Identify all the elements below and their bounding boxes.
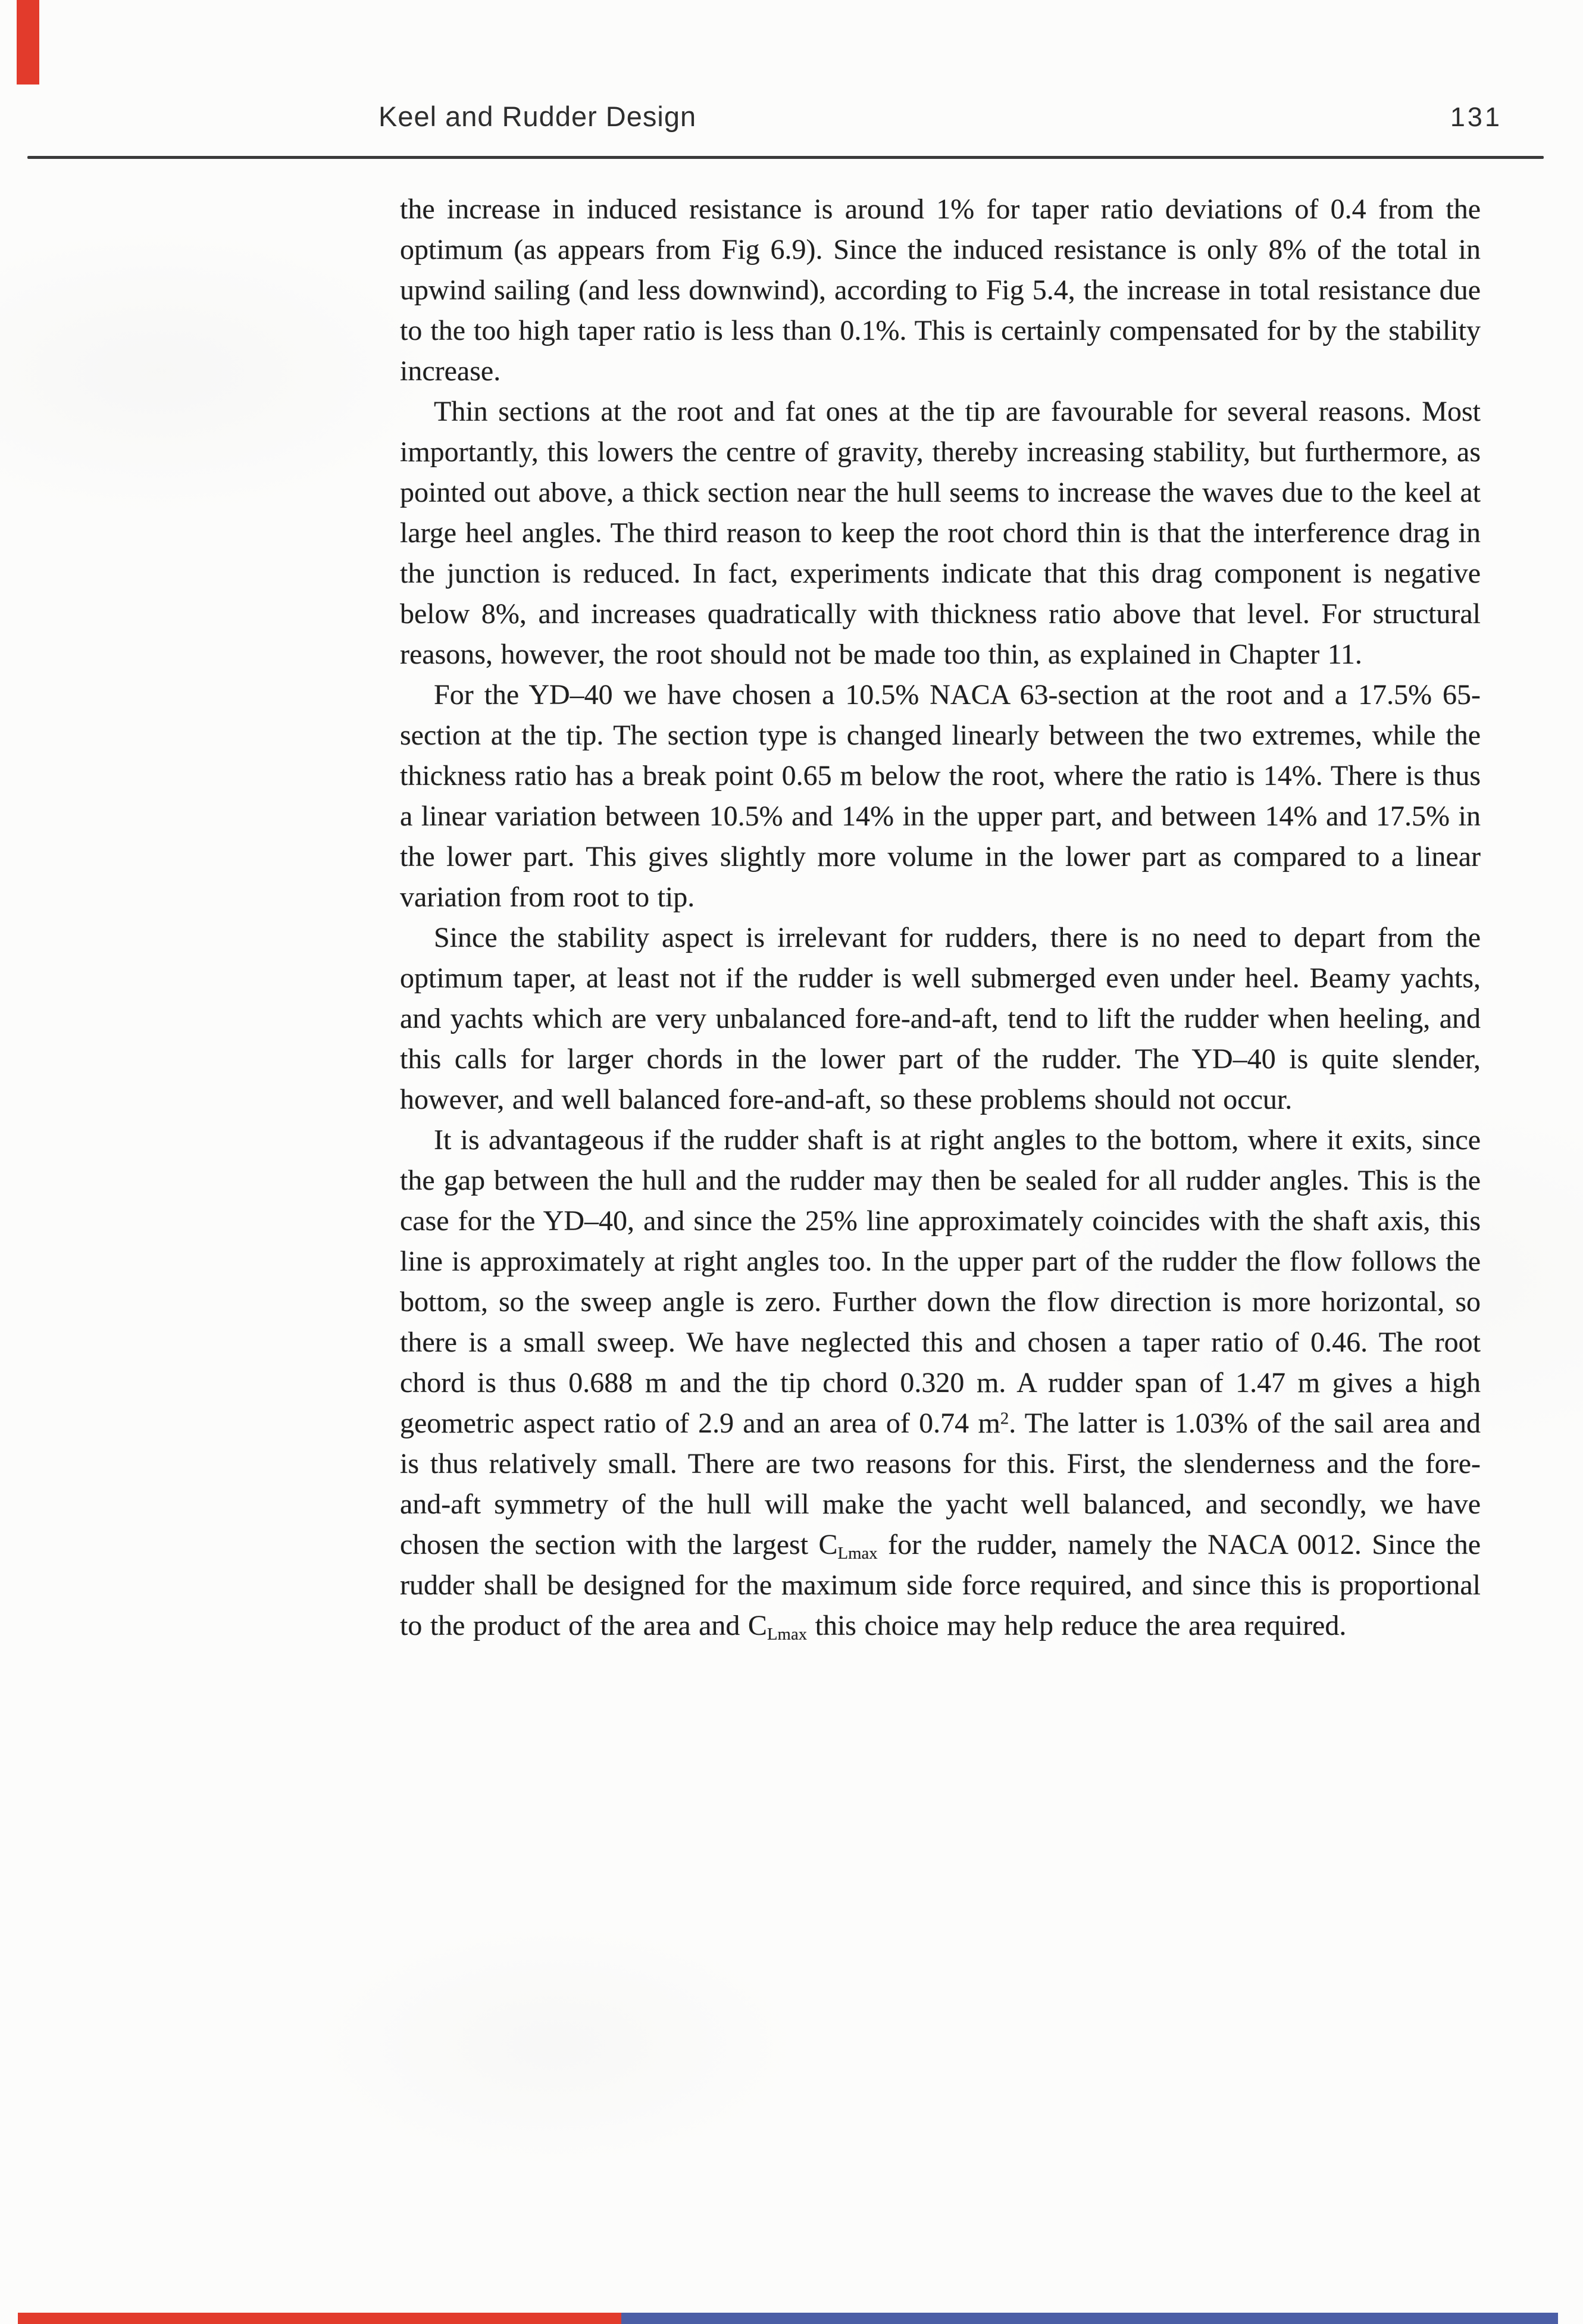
scan-artifact-bottom-left bbox=[18, 2313, 621, 2324]
paragraph: Since the stability aspect is irrelevant for rudders, there is no need to depart from the optimum taper, at least not if the rudder is well submerged even under heel. Beamy yachts, and yachts which are very unbalanced fore-and-aft, tend to lift the rudder when heeling, and this calls for larger chords in the lower part of the rudder. The YD–40 is quite slender, however, and well balanced fore-and-aft, so these problems should not occur. bbox=[400, 922, 1481, 1115]
page-title: Keel and Rudder Design bbox=[378, 101, 697, 132]
text-column bbox=[400, 189, 1481, 1646]
paragraph: the increase in induced resistance is around 1% for taper ratio deviations of 0.4 from the optimum (as appears from Fig 6.9). Since the induced resistance is only 8% of the total in upwind sailing (and less downwind), according to Fig 5.4, the increase in total resistance due to the too high taper ratio is less than 0.1%. This is certainly compensated for by the stability increase. bbox=[400, 193, 1481, 387]
paragraph: It is advantageous if the rudder shaft is at right angles to the bottom, where it exits, since the gap between the hull and the rudder may then be sealed for all rudder angles. This is the case for the YD–40, and since the 25% line approximately coincides with the shaft axis, this line is approximately at right angles too. In the upper part of the rudder the flow follows the bottom, so the sweep angle is zero. Further down the flow direction is more horizontal, so there is a small sweep. We have neglected this and chosen a taper ratio of 0.46. The root chord is thus 0.688 m and the tip chord 0.320 m. A rudder span of 1.47 m gives a high geometric aspect ratio of 2.9 and an area of 0.74 $m^2$. The latter is 1.03% of the sail area and is thus relatively small. There are two reasons for this. First, the slenderness and the fore-and-aft symmetry of the hull will make the yacht well balanced, and secondly, we have chosen the section with the largest $C_{Lmax}$ for the rudder, namely the NACA 0012. Since the rudder shall be designed for the maximum side force required, and since this is proportional to the product of the area and $C_{Lmax}$ this choice may help reduce the area required. bbox=[400, 1124, 1481, 1644]
scan-artifact-top-left bbox=[17, 0, 39, 85]
page-number: 131 bbox=[1450, 102, 1502, 132]
scan-artifact-bottom-right bbox=[621, 2313, 1558, 2324]
paragraph: For the YD–40 we have chosen a 10.5% NACA 63-section at the root and a 17.5% 65-section at the tip. The section type is changed linearly between the two extremes, while the thickness ratio has a break point 0.65 m below the root, where the ratio is 14%. There is thus a linear variation between 10.5% and 14% in the upper part, and between 14% and 17.5% in the lower part. This gives slightly more volume in the lower part as compared to a linear variation from root to tip. bbox=[400, 679, 1481, 913]
paragraph: Thin sections at the root and fat ones at the tip are favourable for several reasons. Most importantly, this lowers the centre of gravity, thereby increasing stability, but furthermore, as pointed out above, a thick section near the hull seems to increase the waves due to the keel at large heel angles. The third reason to keep the root chord thin is that the interference drag in the junction is reduced. In fact, experiments indicate that this drag component is negative below 8%, and increases quadratically with thickness ratio above that level. For structural reasons, however, the root should not be made too thin, as explained in Chapter 11. bbox=[400, 396, 1481, 670]
header-rule bbox=[27, 156, 1544, 159]
running-header bbox=[378, 100, 1502, 133]
